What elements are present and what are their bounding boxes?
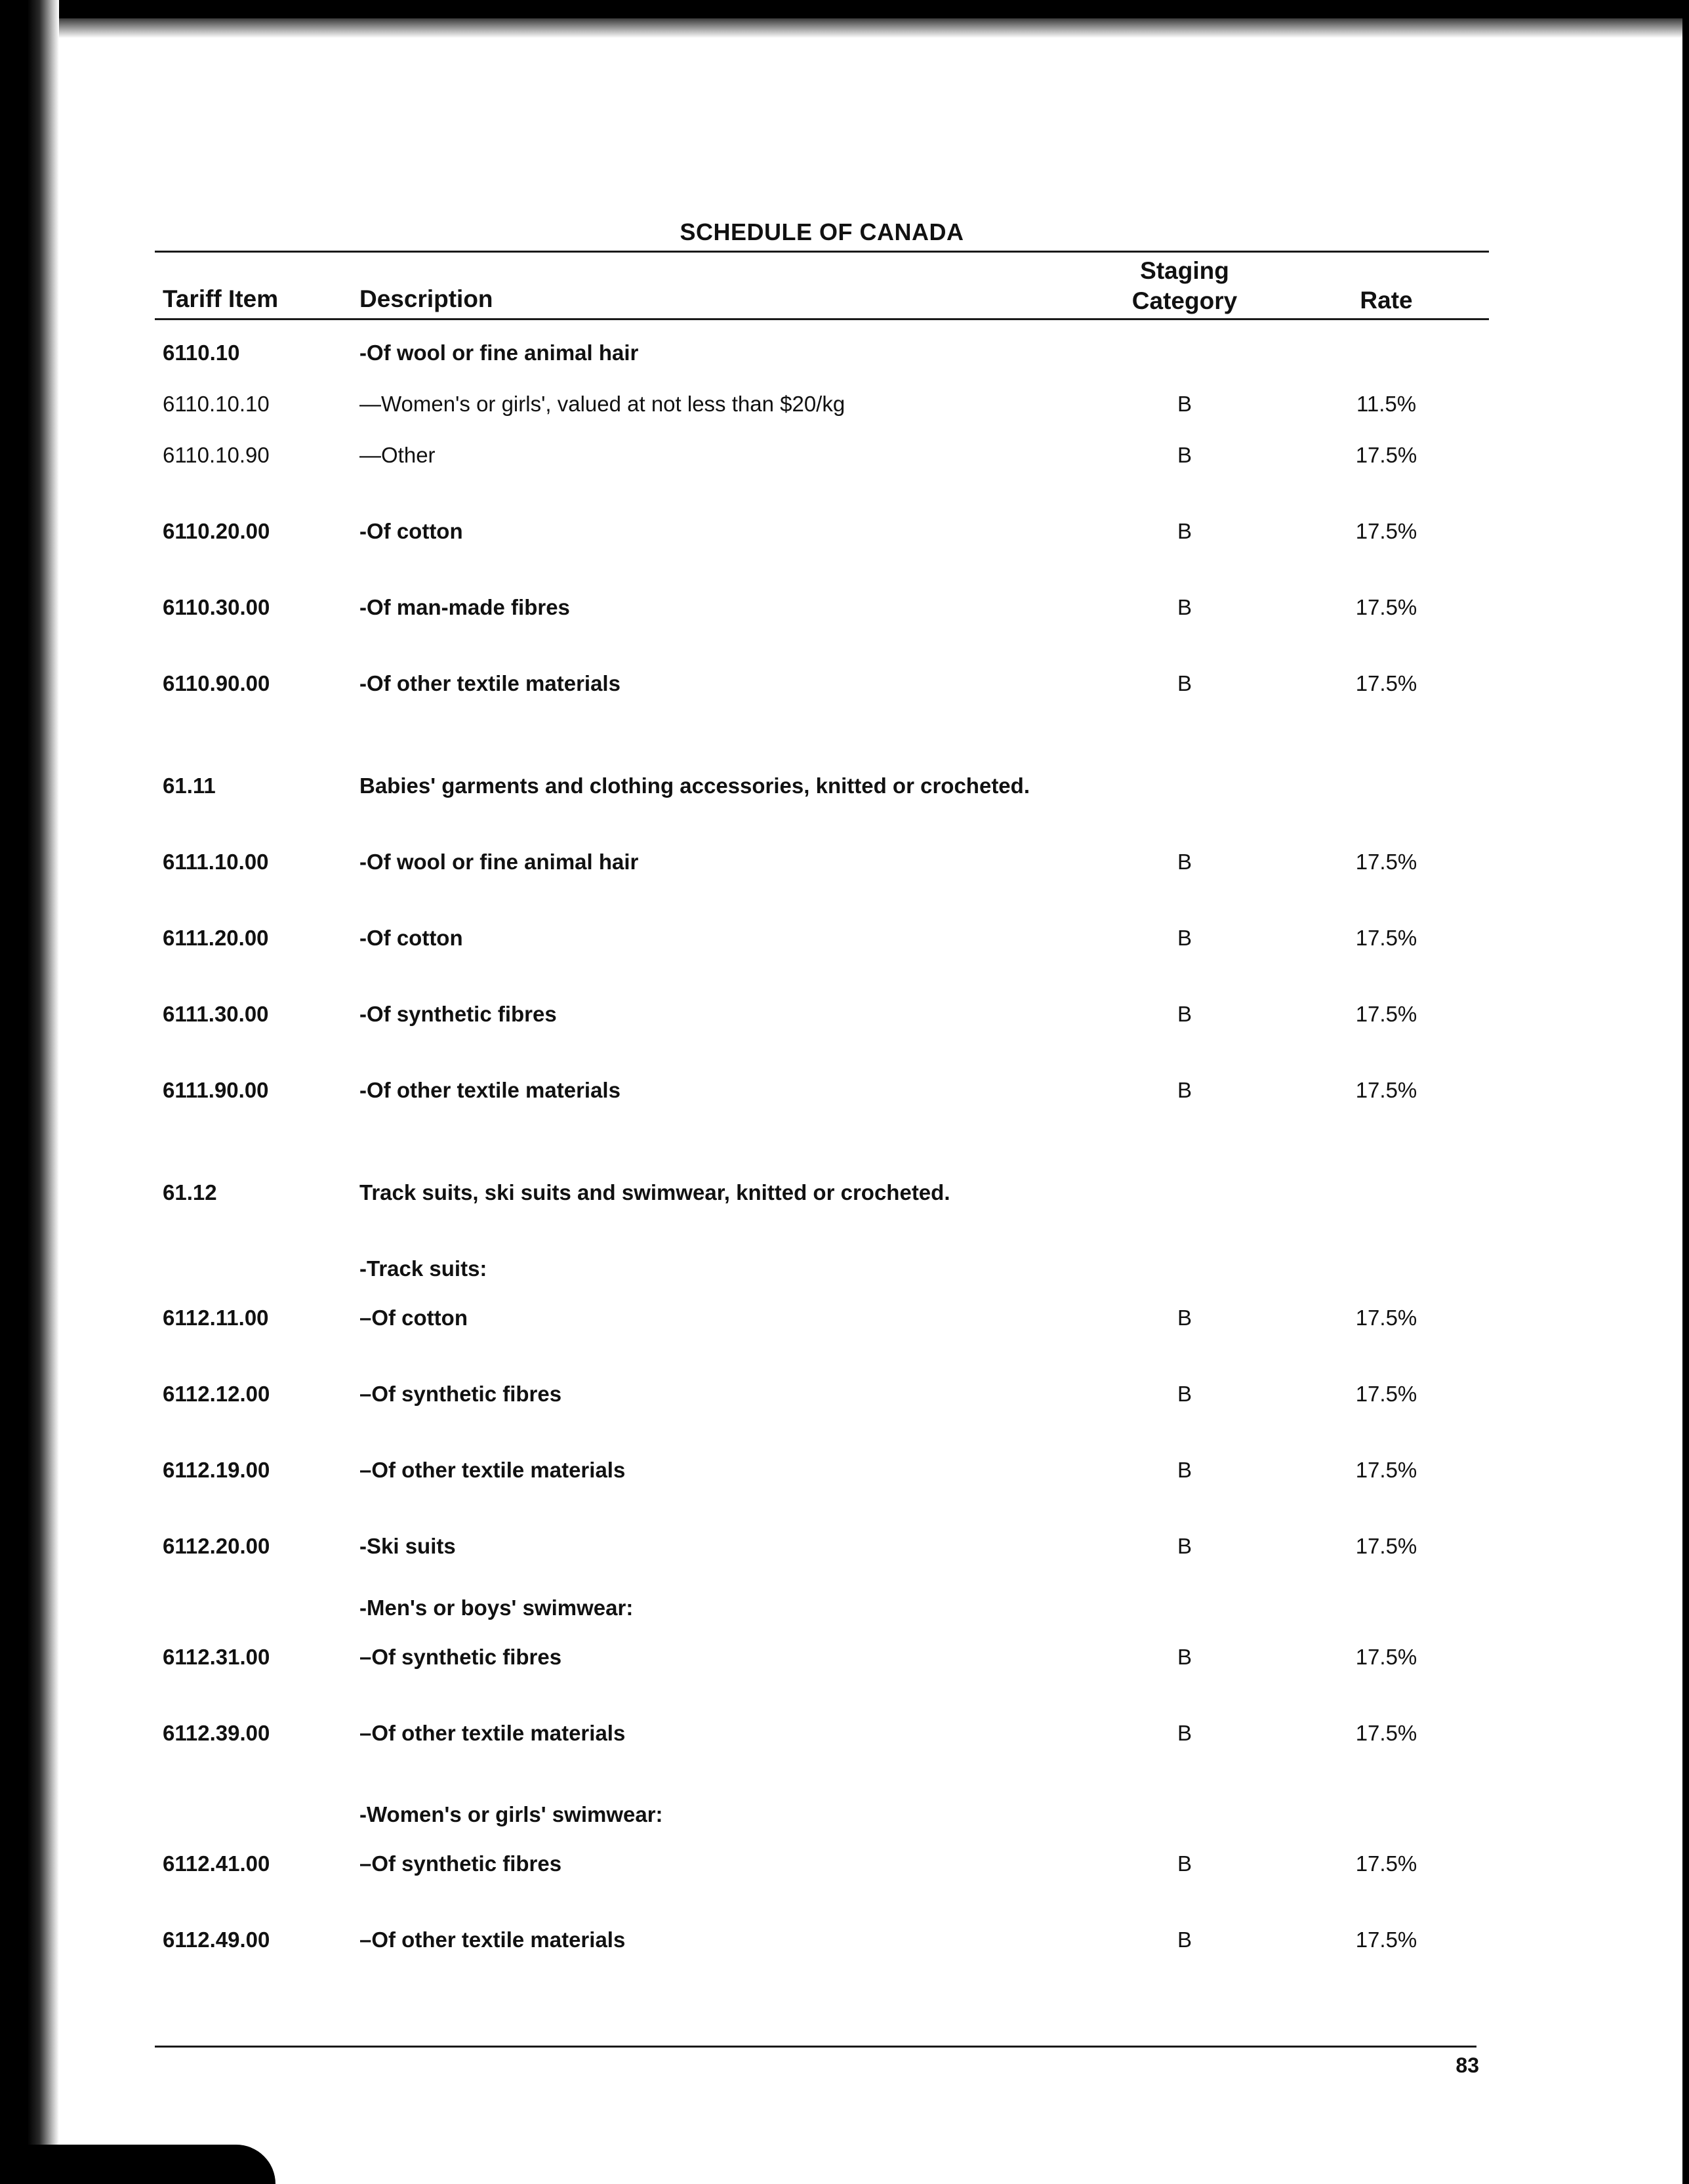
tariff-item-cell: 6112.49.00	[163, 1927, 270, 1952]
rate-cell: 17.5%	[1355, 1645, 1417, 1669]
rate-cell: 17.5%	[1355, 1382, 1417, 1406]
tariff-item-cell: 61.11	[163, 773, 216, 798]
table-row	[155, 391, 1489, 442]
table-row	[155, 1644, 1489, 1720]
scan-border-right	[1682, 0, 1689, 2184]
table-row	[155, 773, 1489, 849]
tariff-item-cell: 6111.20.00	[163, 926, 269, 950]
description-cell: Track suits, ski suits and swimwear, knitted or crocheted.	[359, 1180, 950, 1205]
column-header-tariff-item: Tariff Item	[163, 285, 279, 312]
tariff-item-cell: 6112.41.00	[163, 1851, 270, 1876]
staging-category-cell: B	[1177, 1002, 1192, 1026]
rate-cell: 17.5%	[1355, 671, 1417, 695]
column-header-staging	[1073, 256, 1296, 316]
rate-cell: 17.5%	[1355, 1078, 1417, 1102]
tariff-item-cell: 6111.90.00	[163, 1078, 269, 1102]
scan-border-left	[0, 0, 59, 2184]
table-row	[155, 670, 1489, 773]
column-header-staging-line2: Category	[1131, 287, 1238, 314]
description-cell: –Of other textile materials	[359, 1721, 626, 1745]
staging-category-cell: B	[1177, 1721, 1192, 1745]
description-cell: -Men's or boys' swimwear:	[359, 1596, 634, 1620]
description-cell: -Of wool or fine animal hair	[359, 340, 639, 365]
column-header-rate: Rate	[1360, 287, 1413, 314]
scan-shadow-top	[0, 18, 1689, 38]
rate-cell: 17.5%	[1355, 1458, 1417, 1482]
description-cell: -Of man-made fibres	[359, 595, 570, 619]
description-cell: –Of synthetic fibres	[359, 1851, 562, 1876]
tariff-item-cell: 6111.30.00	[163, 1002, 269, 1026]
staging-category-cell: B	[1177, 1645, 1192, 1669]
description-cell: –Of other textile materials	[359, 1927, 626, 1952]
rate-cell: 17.5%	[1355, 519, 1417, 543]
staging-category-cell: B	[1177, 443, 1192, 467]
description-cell: -Of synthetic fibres	[359, 1002, 557, 1026]
staging-category-cell: B	[1177, 1382, 1192, 1406]
staging-category-cell: B	[1177, 671, 1192, 695]
tariff-item-cell: 6112.20.00	[163, 1534, 270, 1558]
title-rule	[155, 251, 1489, 253]
table-row	[155, 1457, 1489, 1533]
tariff-item-cell: 6111.10.00	[163, 850, 269, 874]
staging-category-cell: B	[1177, 850, 1192, 874]
table-row	[155, 518, 1489, 594]
description-cell: –Of synthetic fibres	[359, 1382, 562, 1406]
description-cell: —Other	[359, 443, 436, 467]
staging-category-cell: B	[1177, 1851, 1192, 1876]
description-cell: –Of cotton	[359, 1306, 468, 1330]
footer-rule	[155, 2046, 1476, 2048]
table-row	[155, 849, 1489, 925]
description-cell: -Of wool or fine animal hair	[359, 850, 639, 874]
rate-cell: 17.5%	[1355, 443, 1417, 467]
staging-category-cell: B	[1177, 926, 1192, 950]
tariff-item-cell: 6112.19.00	[163, 1458, 270, 1482]
scan-border-top	[0, 0, 1689, 18]
header-rule	[155, 318, 1489, 320]
column-header-staging-line1: Staging	[1140, 257, 1229, 284]
staging-category-cell: B	[1177, 1458, 1192, 1482]
table-row	[155, 1256, 1489, 1305]
table-row	[155, 1851, 1489, 1927]
description-cell: -Of other textile materials	[359, 671, 621, 695]
page-number: 83	[1455, 2053, 1479, 2077]
rate-cell: 17.5%	[1355, 850, 1417, 874]
tariff-table	[155, 340, 1489, 2003]
description-cell: -Of cotton	[359, 926, 463, 950]
tariff-item-cell: 6110.20.00	[163, 519, 270, 543]
description-cell: -Track suits:	[359, 1256, 487, 1281]
description-cell: —Women's or girls', valued at not less than $20/kg	[359, 392, 845, 416]
tariff-item-cell: 6112.39.00	[163, 1721, 270, 1745]
staging-category-cell: B	[1177, 519, 1192, 543]
rate-cell: 11.5%	[1356, 392, 1417, 416]
table-row	[155, 1001, 1489, 1077]
column-header-description: Description	[359, 285, 493, 312]
tariff-item-cell: 61.12	[163, 1180, 217, 1205]
rate-cell: 17.5%	[1355, 1721, 1417, 1745]
table-row	[155, 1180, 1489, 1256]
description-cell: -Of other textile materials	[359, 1078, 621, 1102]
staging-category-cell: B	[1177, 1078, 1192, 1102]
description-cell: -Ski suits	[359, 1534, 456, 1558]
table-row	[155, 340, 1489, 391]
tariff-item-cell: 6112.11.00	[163, 1306, 269, 1330]
scan-border-bottom	[0, 2145, 275, 2184]
table-row	[155, 1595, 1489, 1644]
document-title: SCHEDULE OF CANADA	[680, 218, 964, 245]
rate-cell: 17.5%	[1355, 595, 1417, 619]
description-cell: Babies' garments and clothing accessories, knitted or crocheted.	[359, 773, 1030, 798]
rate-cell: 17.5%	[1355, 1306, 1417, 1330]
tariff-item-cell: 6110.30.00	[163, 595, 270, 619]
staging-category-cell: B	[1177, 1927, 1192, 1952]
tariff-item-cell: 6112.31.00	[163, 1645, 270, 1669]
description-cell: -Women's or girls' swimwear:	[359, 1802, 663, 1826]
table-row	[155, 442, 1489, 518]
rate-cell: 17.5%	[1355, 1851, 1417, 1876]
rate-cell: 17.5%	[1355, 1534, 1417, 1558]
staging-category-cell: B	[1177, 595, 1192, 619]
tariff-item-cell: 6110.10.90	[163, 443, 270, 467]
rate-cell: 17.5%	[1355, 1002, 1417, 1026]
table-row	[155, 594, 1489, 670]
staging-category-cell: B	[1177, 1306, 1192, 1330]
table-row	[155, 925, 1489, 1001]
table-row	[155, 1802, 1489, 1851]
table-row	[155, 1927, 1489, 2003]
table-row	[155, 1720, 1489, 1802]
staging-category-cell: B	[1177, 1534, 1192, 1558]
table-row	[155, 1077, 1489, 1180]
description-cell: -Of cotton	[359, 519, 463, 543]
tariff-item-cell: 6112.12.00	[163, 1382, 270, 1406]
rate-cell: 17.5%	[1355, 1927, 1417, 1952]
tariff-item-cell: 6110.90.00	[163, 671, 270, 695]
table-row	[155, 1381, 1489, 1457]
table-row	[155, 1533, 1489, 1595]
rate-cell: 17.5%	[1355, 926, 1417, 950]
table-row	[155, 1305, 1489, 1381]
description-cell: –Of other textile materials	[359, 1458, 626, 1482]
tariff-item-cell: 6110.10.10	[163, 392, 270, 416]
description-cell: –Of synthetic fibres	[359, 1645, 562, 1669]
tariff-item-cell: 6110.10	[163, 340, 240, 365]
staging-category-cell: B	[1177, 392, 1192, 416]
